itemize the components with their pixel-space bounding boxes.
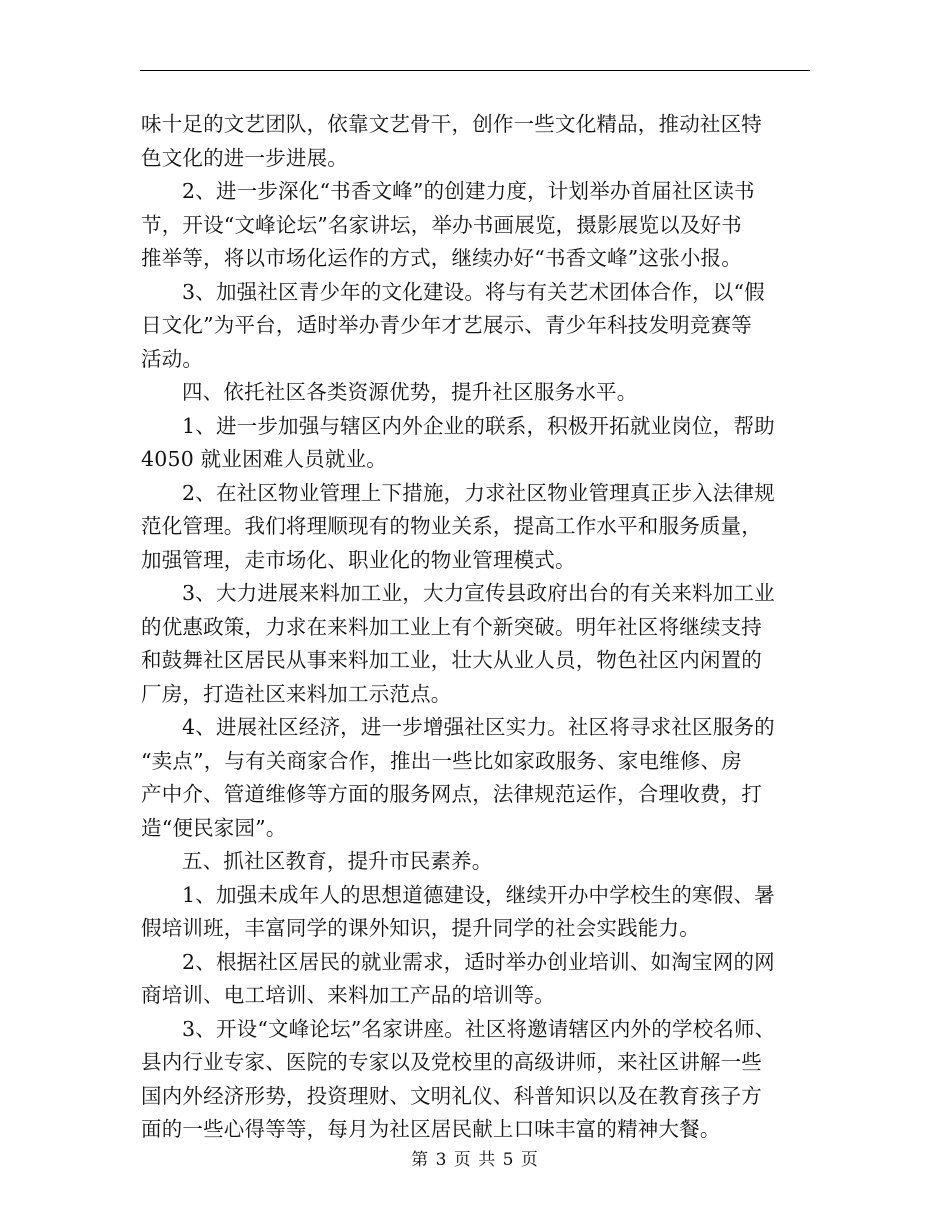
paragraph: 味十足的文艺团队，依靠文艺骨干，创作一些文化精品，推动社区特 色文化的进一步进展。: [141, 112, 762, 170]
section-heading: 五、抓社区教育，提升市民素养。: [182, 849, 493, 873]
paragraph: 2、根据社区居民的就业需求，适时举办创业培训、如淘宝网的网 商培训、电工培训、来料加工产品的培训等。: [141, 949, 775, 1007]
document-body: [141, 108, 811, 1147]
paragraph: 3、开设“文峰论坛”名家讲座。社区将邀请辖区内外的学校名师、 县内行业专家、医院的专家以及党校里的高级讲师，来社区讲解一些 国内外经济形势，投资理财、文明礼仪、科普知识以及在教育孩子方 面的一些心得等等，每月为社区居民献上口味丰富的精神大餐。: [141, 1016, 776, 1141]
paragraph: 1、进一步加强与辖区内外企业的联系，积极开拓就业岗位，帮助 4050 就业困难人员就业。: [141, 413, 775, 471]
header-rule: [140, 70, 810, 71]
page-number-footer: 第 3 页 共 5 页: [411, 1150, 539, 1170]
paragraph: 4、进展社区经济，进一步增强社区实力。社区将寻求社区服务的 “卖点”，与有关商家合作，推出一些比如家政服务、家电维修、房 产中介、管道维修等方面的服务网点，法律规范运作，合理收费，打 造“便民家园”。: [141, 715, 775, 840]
paragraph: 3、加强社区青少年的文化建设。将与有关艺术团体合作，以“假 日文化”为平台，适时举办青少年才艺展示、青少年科技发明竞赛等 活动。: [141, 279, 765, 371]
paragraph: 2、在社区物业管理上下措施，力求社区物业管理真正步入法律规 范化管理。我们将理顺现有的物业关系，提高工作水平和服务质量， 加强管理，走市场化、职业化的物业管理模式。: [141, 480, 775, 572]
paragraph: 1、加强未成年人的思想道德建设，继续开办中学校生的寒假、暑 假培训班，丰富同学的课外知识，提升同学的社会实践能力。: [141, 882, 775, 940]
paragraph: 3、大力进展来料加工业，大力宣传县政府出台的有关来料加工业 的优惠政策，力求在来料加工业上有个新突破。明年社区将继续支持 和鼓舞社区居民从事来料加工业，壮大从业人员，物色社区内闲置的 厂房，打造社区来料加工示范点。: [141, 581, 775, 706]
section-heading: 四、依托社区各类资源优势，提升社区服务水平。: [182, 380, 638, 404]
paragraph: 2、进一步深化“书香文峰”的创建力度，计划举办首届社区读书 节，开设“文峰论坛”名家讲坛，举办书画展览，摄影展览以及好书 推举等，将以市场化运作的方式，继续办好“书香文峰”这张小报。: [141, 179, 755, 270]
